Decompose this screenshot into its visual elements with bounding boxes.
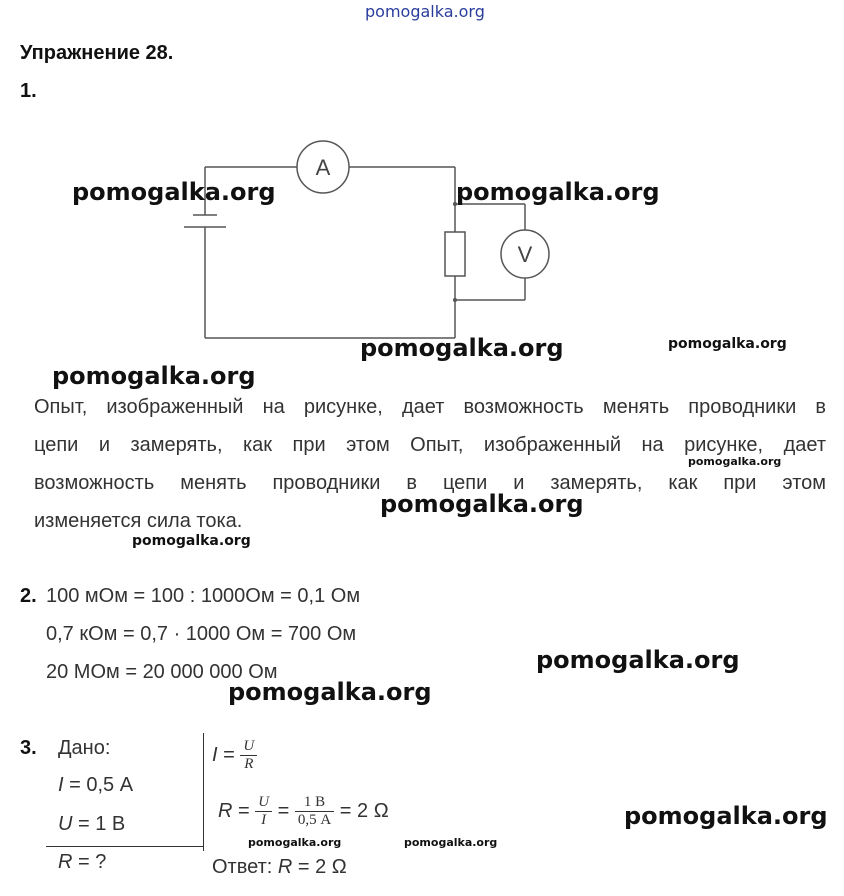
watermark: pomogalka.org: [688, 455, 782, 468]
question-3-number: 3.: [20, 737, 37, 759]
watermark-top: pomogalka.org: [365, 2, 485, 21]
watermark: pomogalka.org: [228, 678, 432, 706]
question-2-number: 2.: [20, 585, 37, 607]
exercise-title: Упражнение 28.: [20, 42, 174, 64]
find-resistance: R = ?: [58, 851, 107, 873]
formula-ohm: I = $\frac{U}{R}$: [212, 738, 257, 773]
junction-bottom: [453, 298, 457, 302]
watermark: pomogalka.org: [132, 533, 251, 549]
watermark: pomogalka.org: [624, 802, 828, 830]
watermark: pomogalka.org: [536, 646, 740, 674]
q2-line-1: 100 мОм = 100 : 1000Ом = 0,1 Ом: [46, 585, 361, 607]
given-divider-vertical: [203, 733, 204, 851]
watermark: pomogalka.org: [456, 178, 660, 206]
q1-line-2: цепи и замерять, как при этом Опыт, изображенный на рисунке, дает: [34, 434, 826, 456]
watermark: pomogalka.org: [72, 178, 276, 206]
given-divider-horizontal: [46, 846, 203, 847]
given-current: I = 0,5 А: [58, 774, 134, 796]
q1-line-4: изменяется сила тока.: [34, 510, 243, 532]
voltmeter-label: V: [517, 242, 533, 267]
watermark: pomogalka.org: [52, 362, 256, 390]
watermark: pomogalka.org: [404, 836, 498, 849]
watermark: pomogalka.org: [360, 334, 564, 362]
q2-line-3: 20 МОм = 20 000 000 Ом: [46, 661, 278, 683]
q1-line-3: возможность менять проводники в цепи и замерять, как при этом: [34, 472, 826, 494]
question-1-number: 1.: [20, 80, 37, 102]
watermark: pomogalka.org: [248, 836, 342, 849]
given-label: Дано:: [58, 737, 111, 759]
given-voltage: U = 1 В: [58, 813, 126, 835]
ammeter-label: A: [315, 155, 331, 180]
resistor: [445, 232, 465, 276]
watermark: pomogalka.org: [668, 336, 787, 352]
watermark: pomogalka.org: [380, 490, 584, 518]
q1-line-1: Опыт, изображенный на рисунке, дает возможность менять проводники в: [34, 396, 826, 418]
answer: Ответ: R = 2 Ω: [212, 856, 347, 878]
formula-resistance: R = $\frac{U}{I}$ = $\frac{1 В}{0,5 А}$ = 2 Ω: [218, 794, 389, 828]
q2-line-2: 0,7 кОм = 0,7 · 1000 Ом = 700 Ом: [46, 623, 357, 645]
